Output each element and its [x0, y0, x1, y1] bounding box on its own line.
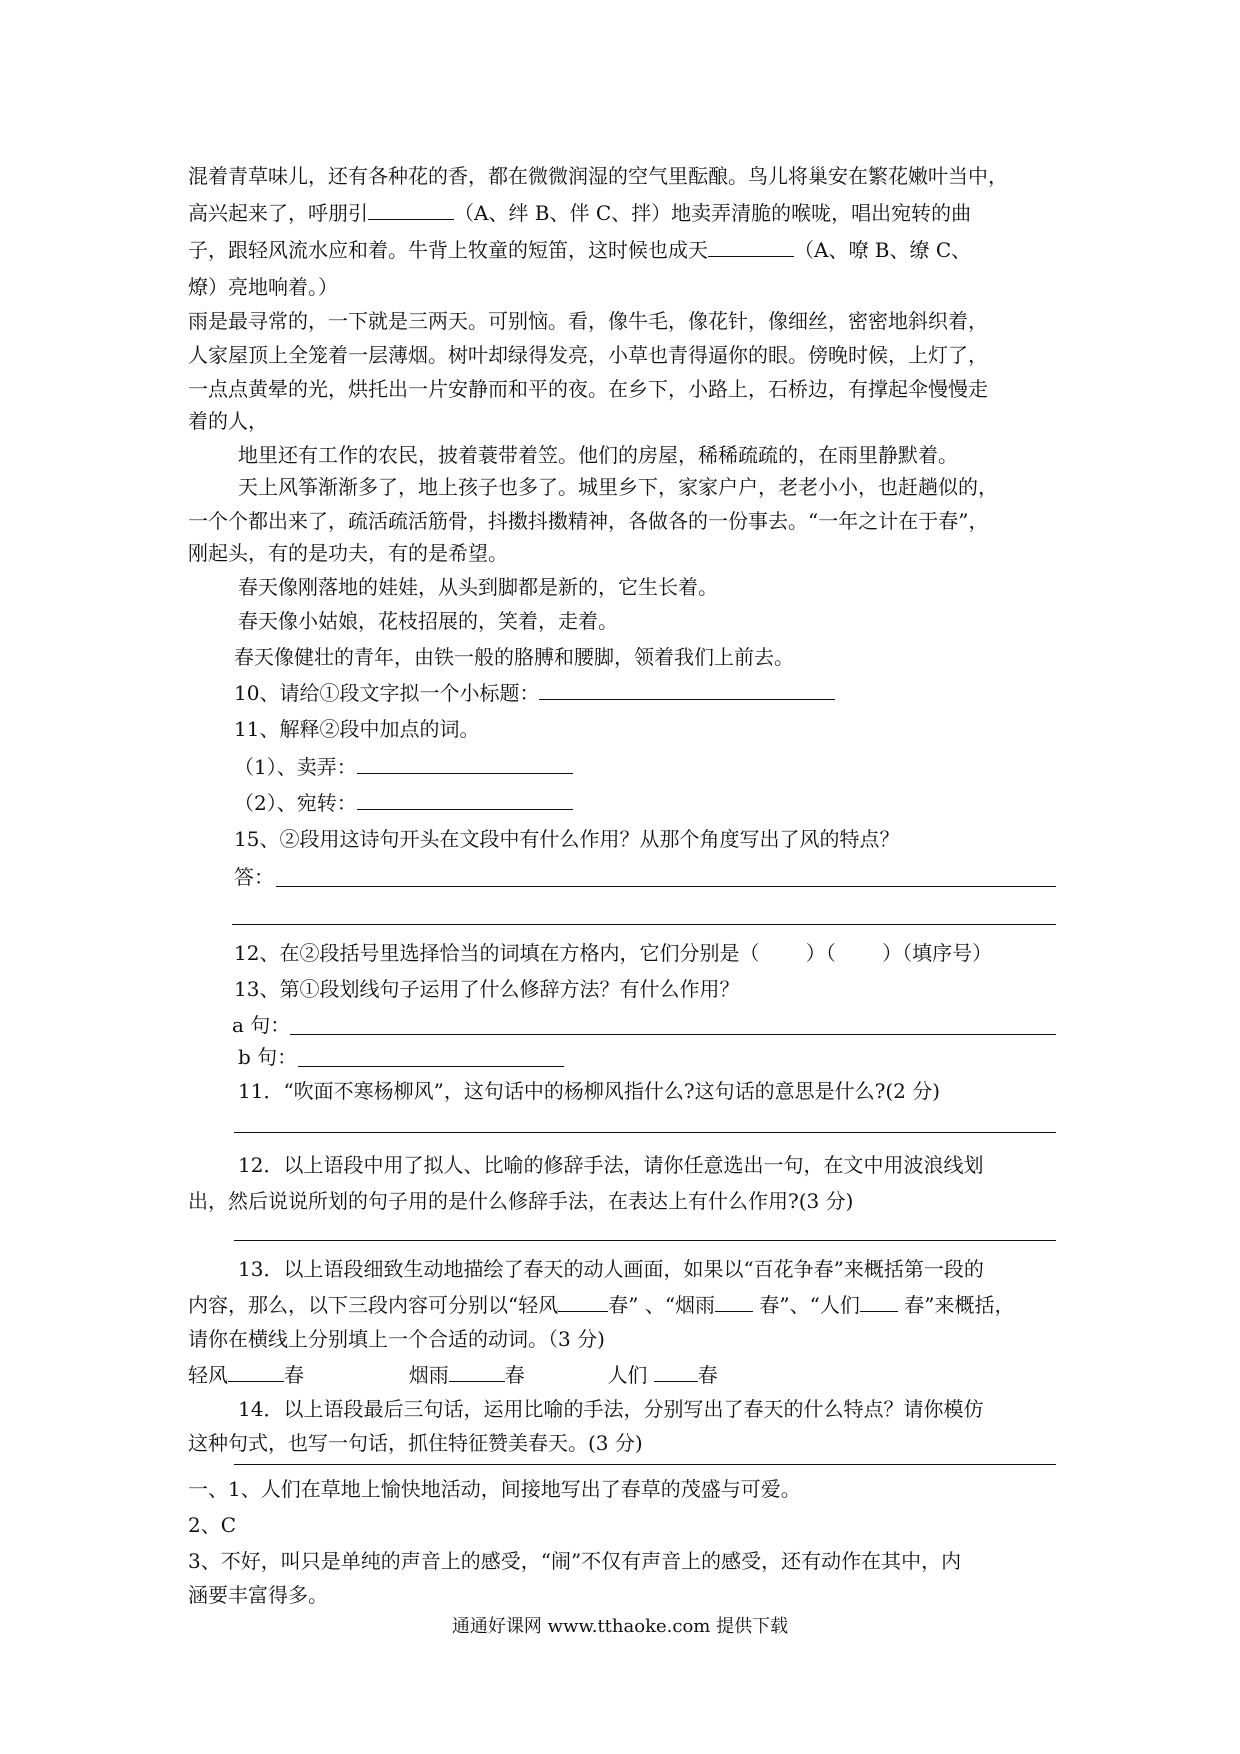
question-11: 11、解释②段中加点的词。 [234, 717, 480, 741]
question-11b: 11．“吹面不寒杨柳风”，这句话中的杨柳风指什么?这句话的意思是什么?(2 分) [238, 1079, 941, 1103]
answer-line[interactable] [276, 886, 1056, 887]
question-14: 这种句式，也写一句话，抓住特征赞美春天。(3 分) [188, 1431, 643, 1455]
passage-line: 春天像小姑娘，花枝招展的，笑着，走着。 [238, 609, 618, 633]
passage-line: 子，跟轻风流水应和着。牛背上牧童的短笛，这时候也成天 （A、嘹 B、缭 C、 [188, 238, 972, 262]
passage-line: 高兴起来了，呼朋引 （A、绊 B、伴 C、拌）地卖弄清脆的喉咙，唱出宛转的曲 [188, 201, 972, 225]
page-footer: 通通好课网 www.tthaoke.com 提供下载 [451, 1616, 789, 1637]
answer-line[interactable] [539, 698, 835, 700]
fill-row: 轻风 春 烟雨 春 人们 春 [188, 1363, 718, 1387]
question-12b: 12．以上语段中用了拟人、比喻的修辞手法，请你任意选出一句，在文中用波浪线划 [238, 1153, 984, 1177]
answer-line[interactable] [298, 1066, 564, 1067]
question-12: 12、在②段括号里选择恰当的词填在方格内，它们分别是（ ）（ ）（填序号） [234, 941, 993, 965]
question-13: 13、第①段划线句子运用了什么修辞方法？有什么作用？ [234, 977, 740, 1001]
question-14: 14．以上语段最后三句话，运用比喻的手法，分别写出了春天的什么特点？请你模仿 [238, 1397, 984, 1421]
question-13b: 请你在横线上分别填上一个合适的动词。（3 分) [188, 1327, 605, 1351]
passage-line: 混着青草味儿，还有各种花的香，都在微微润湿的空气里酝酿。鸟儿将巢安在繁花嫩叶当中， [188, 164, 1008, 188]
passage-line: 地里还有工作的农民，披着蓑带着笠。他们的房屋，稀稀疏疏的，在雨里静默着。 [238, 443, 958, 467]
answer-line[interactable] [234, 1240, 1056, 1241]
answer-key-line: 涵要丰富得多。 [188, 1583, 328, 1607]
passage-line: 春天像健壮的青年，由铁一般的胳膊和腰脚，领着我们上前去。 [234, 645, 794, 669]
answer-key-line: 2、C [188, 1513, 237, 1537]
passage-line: 一点点黄晕的光，烘托出一片安静而和平的夜。在乡下，小路上，石桥边，有撑起伞慢慢走 [188, 377, 988, 401]
question-15: 15、②段用这诗句开头在文段中有什么作用？从那个角度写出了风的特点？ [234, 827, 900, 851]
answer-line[interactable] [234, 1464, 1056, 1465]
answer-key-line: 一、1、人们在草地上愉快地活动，间接地写出了春草的茂盛与可爱。 [188, 1477, 801, 1501]
question-12b: 出，然后说说所划的句子用的是什么修辞手法，在表达上有什么作用?(3 分) [188, 1189, 854, 1213]
answer-label: a 句： [232, 1013, 291, 1037]
answer-line[interactable] [232, 924, 1056, 925]
question-11-1: （1）、卖弄： [234, 754, 573, 780]
passage-line: 刚起头，有的是功夫，有的是希望。 [188, 541, 508, 565]
question-10: 10、请给①段文字拟一个小标题： [234, 680, 835, 706]
fill-blank[interactable] [228, 1380, 284, 1382]
fill-blank[interactable] [558, 1310, 608, 1312]
answer-key-line: 3、不好，叫只是单纯的声音上的感受，“闹”不仅有声音上的感受，还有动作在其中，内 [188, 1549, 962, 1573]
passage-line: 春天像刚落地的娃娃，从头到脚都是新的，它生长着。 [238, 575, 718, 599]
answer-label: b 句： [238, 1045, 298, 1069]
question-11-2: （2）、宛转： [234, 790, 573, 816]
fill-blank[interactable] [708, 255, 794, 257]
passage-line: 雨是最寻常的，一下就是三两天。可别恼。看，像牛毛，像花针，像细丝，密密地斜织着， [188, 309, 988, 333]
passage-line: 燎）亮地响着。） [188, 275, 338, 299]
question-13b: 13．以上语段细致生动地描绘了春天的动人画面，如果以“百花争春”来概括第一段的 [238, 1257, 984, 1281]
passage-line: 人家屋顶上全笼着一层薄烟。树叶却绿得发亮，小草也青得逼你的眼。傍晚时候，上灯了， [188, 343, 988, 367]
passage-line: 着的人， [188, 409, 268, 433]
question-13b: 内容，那么，以下三段内容可分别以“轻风 春” 、“烟雨 春”、“人们 春”来概括， [188, 1293, 1015, 1317]
fill-blank[interactable] [654, 1380, 698, 1382]
passage-line: 一个个都出来了，疏活疏活筋骨，抖擞抖擞精神，各做各的一份事去。“一年之计在于春”， [188, 509, 989, 533]
answer-line[interactable] [357, 808, 573, 810]
answer-label: 答： [234, 865, 274, 889]
answer-line[interactable] [234, 1132, 1056, 1133]
fill-blank[interactable] [449, 1380, 505, 1382]
fill-blank[interactable] [860, 1310, 898, 1312]
passage-line: 天上风筝渐渐多了，地上孩子也多了。城里乡下，家家户户，老老小小，也赶趟似的， [238, 475, 998, 499]
fill-blank[interactable] [715, 1310, 753, 1312]
answer-line[interactable] [357, 772, 573, 774]
answer-line[interactable] [290, 1034, 1056, 1035]
fill-blank[interactable] [368, 218, 454, 220]
